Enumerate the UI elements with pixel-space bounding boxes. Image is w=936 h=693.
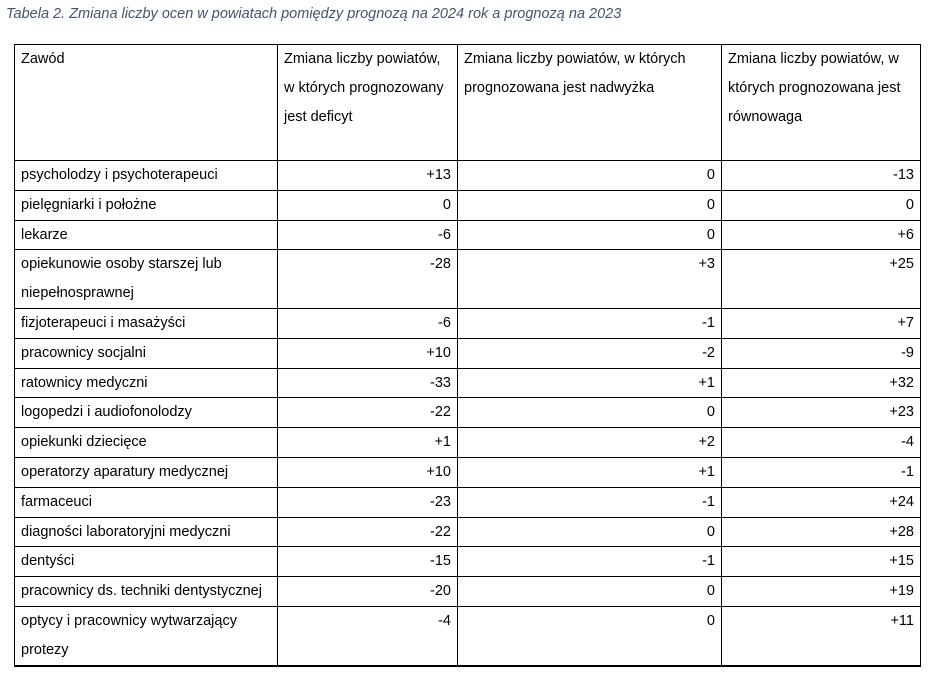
table-row	[15, 161, 921, 191]
cell-rownowaga: +24	[722, 487, 921, 517]
cell-deficyt: +10	[278, 338, 458, 368]
cell-nadwyzka: -1	[458, 547, 722, 577]
table-header-row	[15, 45, 921, 161]
cell-nadwyzka: +2	[458, 428, 722, 458]
cell-zawod: fizjoterapeuci i masażyści	[15, 308, 278, 338]
cell-zawod: pracownicy ds. techniki dentystycznej	[15, 577, 278, 607]
cell-deficyt: -22	[278, 398, 458, 428]
cell-nadwyzka: 0	[458, 220, 722, 250]
cell-zawod: pracownicy socjalni	[15, 338, 278, 368]
cell-deficyt: +13	[278, 161, 458, 191]
cell-rownowaga: -1	[722, 457, 921, 487]
cell-nadwyzka: -2	[458, 338, 722, 368]
cell-deficyt: +1	[278, 428, 458, 458]
cell-zawod: opiekunki dziecięce	[15, 428, 278, 458]
table-body	[15, 161, 921, 666]
table-caption: Tabela 2. Zmiana liczby ocen w powiatach pomiędzy prognozą na 2024 rok a prognozą na 2023	[6, 6, 622, 22]
cell-deficyt: -28	[278, 250, 458, 309]
cell-nadwyzka: 0	[458, 398, 722, 428]
table-row	[15, 368, 921, 398]
cell-nadwyzka: 0	[458, 517, 722, 547]
cell-rownowaga: +6	[722, 220, 921, 250]
cell-rownowaga: +7	[722, 308, 921, 338]
cell-nadwyzka: +1	[458, 457, 722, 487]
cell-rownowaga: -4	[722, 428, 921, 458]
cell-zawod: operatorzy aparatury medycznej	[15, 457, 278, 487]
cell-rownowaga: -13	[722, 161, 921, 191]
cell-zawod: farmaceuci	[15, 487, 278, 517]
cell-rownowaga: +25	[722, 250, 921, 309]
cell-zawod: optycy i pracownicy wytwarzający protezy	[15, 606, 278, 665]
table-row	[15, 308, 921, 338]
table-row	[15, 517, 921, 547]
cell-rownowaga: +15	[722, 547, 921, 577]
header-zawod: Zawód	[15, 45, 278, 161]
cell-nadwyzka: 0	[458, 577, 722, 607]
cell-rownowaga: +11	[722, 606, 921, 665]
cell-rownowaga: -9	[722, 338, 921, 368]
cell-zawod: logopedzi i audiofonolodzy	[15, 398, 278, 428]
cell-nadwyzka: +3	[458, 250, 722, 309]
cell-deficyt: -15	[278, 547, 458, 577]
table-row	[15, 606, 921, 665]
data-table	[14, 44, 921, 667]
cell-rownowaga: 0	[722, 190, 921, 220]
cell-rownowaga: +23	[722, 398, 921, 428]
table-row	[15, 398, 921, 428]
cell-zawod: diagności laboratoryjni medyczni	[15, 517, 278, 547]
table-row	[15, 487, 921, 517]
cell-nadwyzka: 0	[458, 190, 722, 220]
header-rownowaga: Zmiana liczby powiatów, w których prognozowana jest równowaga	[722, 45, 921, 161]
cell-deficyt: -6	[278, 220, 458, 250]
cell-deficyt: -33	[278, 368, 458, 398]
cell-deficyt: 0	[278, 190, 458, 220]
cell-nadwyzka: 0	[458, 161, 722, 191]
table-row	[15, 457, 921, 487]
table-row	[15, 577, 921, 607]
table-row	[15, 250, 921, 309]
cell-zawod: ratownicy medyczni	[15, 368, 278, 398]
table-row	[15, 220, 921, 250]
cell-nadwyzka: -1	[458, 487, 722, 517]
header-nadwyzka: Zmiana liczby powiatów, w których prognozowana jest nadwyżka	[458, 45, 722, 161]
cell-zawod: lekarze	[15, 220, 278, 250]
cell-deficyt: +10	[278, 457, 458, 487]
cell-deficyt: -4	[278, 606, 458, 665]
cell-zawod: psycholodzy i psychoterapeuci	[15, 161, 278, 191]
cell-deficyt: -23	[278, 487, 458, 517]
cell-deficyt: -20	[278, 577, 458, 607]
table-row	[15, 190, 921, 220]
table-row	[15, 428, 921, 458]
cell-nadwyzka: +1	[458, 368, 722, 398]
table-row	[15, 338, 921, 368]
cell-zawod: opiekunowie osoby starszej lub niepełnosprawnej	[15, 250, 278, 309]
table-row	[15, 547, 921, 577]
cell-rownowaga: +19	[722, 577, 921, 607]
cell-zawod: dentyści	[15, 547, 278, 577]
cell-rownowaga: +32	[722, 368, 921, 398]
cell-nadwyzka: -1	[458, 308, 722, 338]
cell-nadwyzka: 0	[458, 606, 722, 665]
cell-rownowaga: +28	[722, 517, 921, 547]
cell-deficyt: -22	[278, 517, 458, 547]
cell-deficyt: -6	[278, 308, 458, 338]
cell-zawod: pielęgniarki i położne	[15, 190, 278, 220]
header-deficyt: Zmiana liczby powiatów, w których prognozowany jest deficyt	[278, 45, 458, 161]
